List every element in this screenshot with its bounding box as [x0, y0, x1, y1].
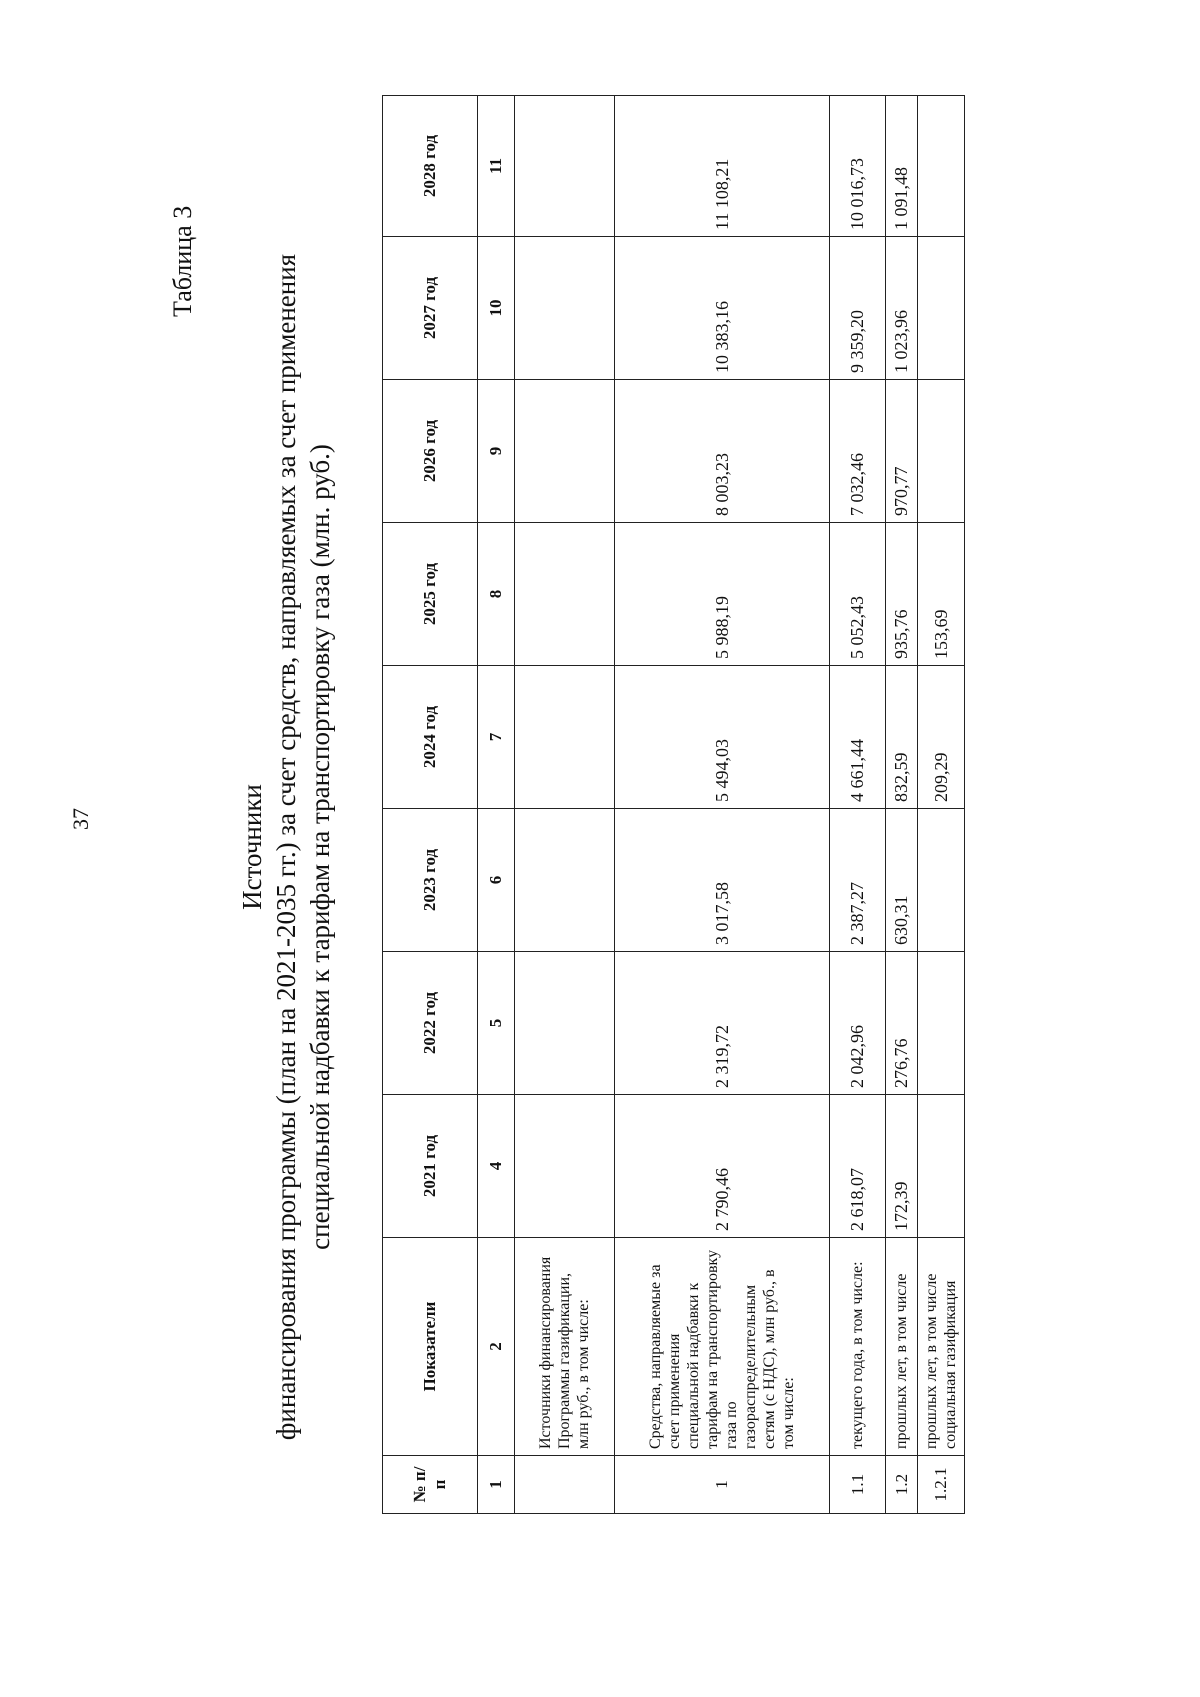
column-header: 2028 год	[383, 96, 478, 237]
row-number: 1.2.1	[918, 1456, 965, 1514]
document-title	[235, 117, 337, 1577]
row-value: 209,29	[918, 666, 965, 809]
column-number: 6	[478, 809, 515, 952]
row-value: 9 359,20	[830, 237, 886, 380]
row-value: 2 618,07	[830, 1095, 886, 1238]
row-indicator: Источники финансирования Программы газификации, млн руб., в том числе:	[515, 1238, 615, 1456]
row-value	[515, 809, 615, 952]
row-value	[918, 96, 965, 237]
row-value: 172,39	[886, 1095, 918, 1238]
title-line: финансирования программы (план на 2021-2035 гг.) за счет средств, направляемых за счет применения	[271, 253, 301, 1441]
column-header: 2027 год	[383, 237, 478, 380]
row-number	[515, 1456, 615, 1514]
row-value: 970,77	[886, 380, 918, 523]
column-number-row	[478, 96, 515, 1514]
row-value: 10 016,73	[830, 96, 886, 237]
row-value: 10 383,16	[615, 237, 830, 380]
row-value	[515, 380, 615, 523]
row-value	[515, 666, 615, 809]
column-header: 2022 год	[383, 952, 478, 1095]
row-number: 1.1	[830, 1456, 886, 1514]
row-value: 276,76	[886, 952, 918, 1095]
row-value	[918, 809, 965, 952]
row-value: 5 988,19	[615, 523, 830, 666]
row-number: 1	[615, 1456, 830, 1514]
column-header: № п/п	[383, 1456, 478, 1514]
row-value: 153,69	[918, 523, 965, 666]
table-row	[918, 96, 965, 1514]
header-row	[383, 96, 478, 1514]
column-number: 11	[478, 96, 515, 237]
row-value: 630,31	[886, 809, 918, 952]
column-header: 2025 год	[383, 523, 478, 666]
title-line: специальной надбавки к тарифам на транспортировку газа (млн. руб.)	[305, 444, 335, 1250]
column-number: 9	[478, 380, 515, 523]
column-header: 2021 год	[383, 1095, 478, 1238]
row-value	[515, 1095, 615, 1238]
column-number: 4	[478, 1095, 515, 1238]
column-header: 2026 год	[383, 380, 478, 523]
column-number: 10	[478, 237, 515, 380]
row-value: 1 091,48	[886, 96, 918, 237]
row-value: 5 494,03	[615, 666, 830, 809]
row-value: 3 017,58	[615, 809, 830, 952]
row-value	[918, 952, 965, 1095]
financing-table	[382, 95, 965, 1514]
table-label: Таблица 3	[168, 205, 197, 317]
row-value	[918, 237, 965, 380]
row-value	[918, 1095, 965, 1238]
page-number: 37	[68, 808, 93, 830]
row-value: 4 661,44	[830, 666, 886, 809]
row-value	[515, 237, 615, 380]
table-row	[515, 96, 615, 1514]
row-indicator: Средства, направляемые за счет применения специальной надбавки к тарифам на транспортировку газа по газораспределительным сетям (с НДС), млн руб., в том числе:	[615, 1238, 830, 1456]
column-number: 5	[478, 952, 515, 1095]
row-value: 7 032,46	[830, 380, 886, 523]
column-number: 8	[478, 523, 515, 666]
column-number: 2	[478, 1238, 515, 1456]
table-row	[615, 96, 830, 1514]
row-indicator: прошлых лет, в том числе социальная газификация	[918, 1238, 965, 1456]
row-value: 5 052,43	[830, 523, 886, 666]
row-value	[515, 952, 615, 1095]
row-value: 2 042,96	[830, 952, 886, 1095]
column-number: 1	[478, 1456, 515, 1514]
row-value: 1 023,96	[886, 237, 918, 380]
table-row	[886, 96, 918, 1514]
column-header: Показатели	[383, 1238, 478, 1456]
row-value	[515, 96, 615, 237]
column-number: 7	[478, 666, 515, 809]
row-value: 2 319,72	[615, 952, 830, 1095]
row-value: 2 387,27	[830, 809, 886, 952]
table-row	[830, 96, 886, 1514]
row-value: 832,59	[886, 666, 918, 809]
title-line: Источники	[237, 784, 267, 910]
column-header: 2023 год	[383, 809, 478, 952]
row-value: 8 003,23	[615, 380, 830, 523]
row-indicator: прошлых лет, в том числе	[886, 1238, 918, 1456]
row-value: 2 790,46	[615, 1095, 830, 1238]
row-indicator: текущего года, в том числе:	[830, 1238, 886, 1456]
row-value	[918, 380, 965, 523]
row-value: 11 108,21	[615, 96, 830, 237]
column-header: 2024 год	[383, 666, 478, 809]
row-value	[515, 523, 615, 666]
row-number: 1.2	[886, 1456, 918, 1514]
row-value: 935,76	[886, 523, 918, 666]
